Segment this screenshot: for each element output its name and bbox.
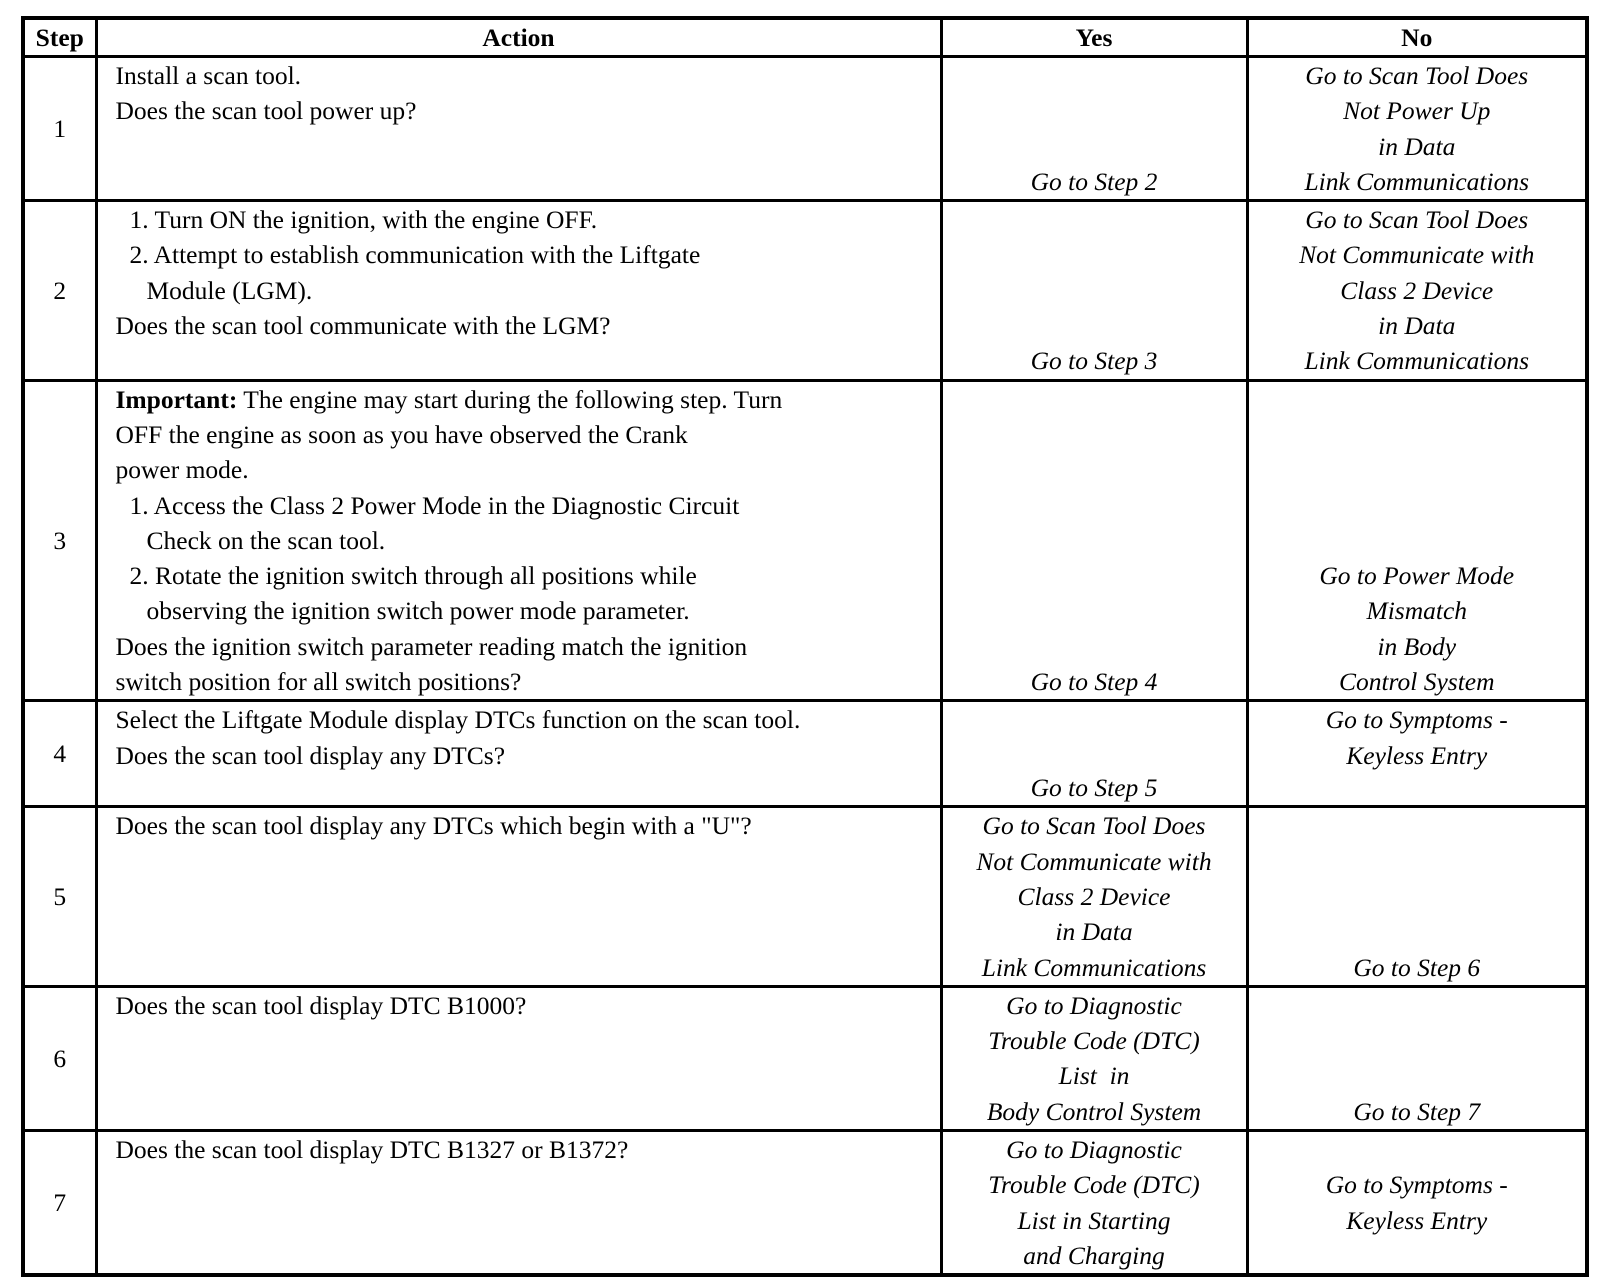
action-line: OFF the engine as soon as you have observed the Crank	[115, 419, 688, 449]
header-no: No	[1247, 18, 1587, 57]
action-cell	[96, 986, 941, 1130]
action-line: 1. Access the Class 2 Power Mode in the Diagnostic Circuit	[129, 490, 740, 520]
action-line: switch position for all switch positions?	[115, 667, 522, 697]
no-link[interactable]: Go to Scan Tool Does	[1305, 61, 1529, 90]
header-step: Step	[23, 18, 96, 57]
no-link[interactable]: Not Power Up	[1343, 96, 1491, 126]
action-line: 2. Rotate the ignition switch through all positions while	[129, 561, 697, 591]
action-line: power mode.	[115, 455, 249, 485]
no-link[interactable]: Keyless Entry	[1346, 740, 1488, 770]
no-link[interactable]: Link Communications	[1304, 346, 1530, 376]
no-link[interactable]: Mismatch	[1366, 596, 1468, 626]
action-cell	[96, 57, 941, 201]
yes-link[interactable]: Body Control System	[986, 1096, 1202, 1126]
table-row	[23, 1131, 1587, 1276]
action-line: Does the scan tool communicate with the LGM?	[115, 311, 611, 341]
action-line: Does the scan tool display any DTCs?	[115, 740, 506, 770]
important-text: The engine may start during the following step. Turn	[237, 384, 783, 414]
no-link[interactable]: Control System	[1338, 667, 1495, 697]
yes-link[interactable]: Trouble Code (DTC)	[988, 1026, 1200, 1056]
yes-cell	[941, 701, 1247, 807]
yes-link[interactable]: Go to Step 4	[1030, 667, 1158, 697]
header-yes: Yes	[941, 18, 1247, 57]
action-line: Does the scan tool display DTC B1327 or B1372?	[115, 1135, 629, 1165]
no-link[interactable]: Go to Step 6	[1353, 952, 1481, 982]
step-number: 4	[23, 701, 96, 807]
no-link[interactable]: Not Communicate with	[1299, 240, 1535, 270]
action-line: Does the ignition switch parameter reading match the ignition	[115, 631, 748, 661]
table-row	[23, 807, 1587, 986]
action-cell	[96, 701, 941, 807]
yes-link[interactable]: Go to Diagnostic	[1006, 990, 1182, 1020]
no-cell	[1247, 201, 1587, 380]
action-cell	[96, 201, 941, 380]
no-link[interactable]: Go to Scan Tool Does	[1305, 205, 1529, 235]
yes-cell	[941, 57, 1247, 201]
no-cell	[1247, 986, 1587, 1130]
table-row	[23, 986, 1587, 1130]
no-cell	[1247, 807, 1587, 986]
header-row	[23, 18, 1587, 57]
action-line: Does the scan tool power up?	[115, 96, 417, 126]
yes-cell	[941, 380, 1247, 701]
no-link[interactable]: Go to Step 7	[1353, 1096, 1481, 1126]
yes-link[interactable]: Link Communications	[981, 952, 1207, 982]
yes-link[interactable]: Go to Step 5	[1030, 773, 1158, 803]
yes-link[interactable]: Go to Scan Tool Does	[982, 811, 1206, 841]
no-link[interactable]: Go to Power Mode	[1319, 561, 1515, 591]
action-cell	[96, 807, 941, 986]
diagnostic-table	[21, 16, 1589, 1277]
yes-link[interactable]: Go to Step 3	[1030, 346, 1158, 376]
no-link[interactable]: Go to Symptoms -	[1325, 1170, 1508, 1200]
no-link[interactable]: Class 2 Device	[1340, 275, 1494, 305]
table-row	[23, 701, 1587, 807]
yes-cell	[941, 1131, 1247, 1276]
step-number: 6	[23, 986, 96, 1130]
action-cell	[96, 380, 941, 701]
table-row	[23, 380, 1587, 701]
header-action: Action	[96, 18, 941, 57]
yes-cell	[941, 201, 1247, 380]
table-row	[23, 57, 1587, 201]
no-link[interactable]: Link Communications	[1304, 166, 1530, 196]
action-line: Does the scan tool display DTC B1000?	[115, 990, 527, 1020]
yes-link[interactable]: List in Starting	[1017, 1205, 1171, 1235]
action-cell	[96, 1131, 941, 1276]
important-label: Important:	[115, 384, 238, 414]
yes-link[interactable]: and Charging	[1023, 1240, 1165, 1270]
action-line: 1. Turn ON the ignition, with the engine OFF.	[129, 205, 598, 235]
step-number: 1	[23, 57, 96, 201]
yes-link[interactable]: Go to Step 2	[1030, 166, 1158, 196]
no-cell	[1247, 380, 1587, 701]
no-link[interactable]: in Data	[1378, 311, 1456, 341]
no-cell	[1247, 1131, 1587, 1276]
yes-link[interactable]: in Data	[1055, 917, 1133, 947]
step-number: 3	[23, 380, 96, 701]
yes-link[interactable]: Trouble Code (DTC)	[988, 1170, 1200, 1200]
table-row	[23, 201, 1587, 380]
action-line: 2. Attempt to establish communication with the Liftgate	[129, 240, 701, 270]
action-line: Module (LGM).	[146, 275, 313, 305]
no-link[interactable]: in Data	[1378, 131, 1456, 161]
no-cell	[1247, 57, 1587, 201]
action-line: observing the ignition switch power mode parameter.	[146, 596, 690, 626]
yes-link[interactable]: List in	[1058, 1061, 1130, 1091]
step-number: 2	[23, 201, 96, 380]
no-link[interactable]: Go to Symptoms -	[1325, 705, 1508, 735]
yes-cell	[941, 986, 1247, 1130]
action-line: Select the Liftgate Module display DTCs function on the scan tool.	[115, 705, 801, 735]
no-cell	[1247, 701, 1587, 807]
yes-link[interactable]: Not Communicate with	[976, 846, 1212, 876]
action-line: Does the scan tool display any DTCs which begin with a "U"?	[115, 811, 752, 841]
step-number: 5	[23, 807, 96, 986]
no-link[interactable]: in Body	[1377, 631, 1457, 661]
action-line: Check on the scan tool.	[146, 525, 386, 555]
action-line	[116, 382, 934, 417]
yes-link[interactable]: Go to Diagnostic	[1006, 1135, 1182, 1165]
step-number: 7	[23, 1131, 96, 1276]
no-link[interactable]: Keyless Entry	[1346, 1205, 1488, 1235]
yes-link[interactable]: Class 2 Device	[1017, 881, 1171, 911]
yes-cell	[941, 807, 1247, 986]
action-line: Install a scan tool.	[115, 61, 302, 90]
